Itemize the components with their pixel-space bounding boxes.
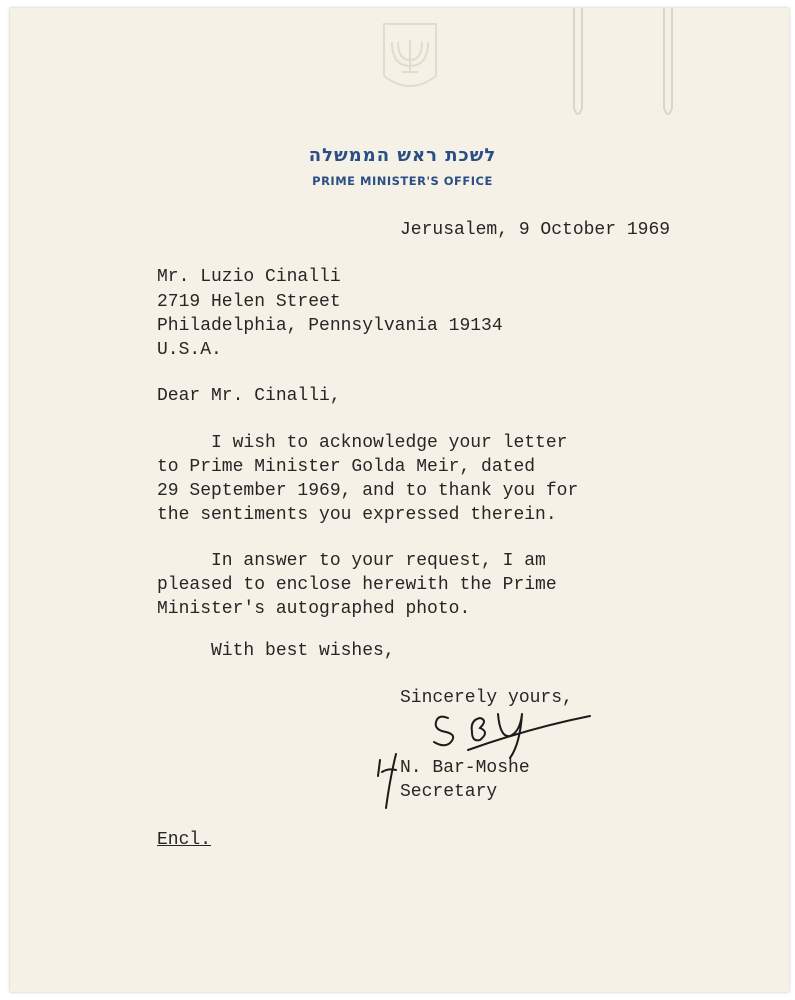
- recipient-name: Mr. Luzio Cinalli: [157, 267, 341, 287]
- letterhead-english: PRIME MINISTER'S OFFICE: [312, 174, 493, 188]
- menorah-emblem: [378, 20, 442, 98]
- paragraph-line: In answer to your request, I am: [157, 551, 546, 571]
- enclosure-note: Encl.: [157, 830, 212, 850]
- paragraph-line: 29 September 1969, and to thank you for: [157, 481, 579, 501]
- recipient-country: U.S.A.: [157, 340, 222, 360]
- paragraph-line: pleased to enclose herewith the Prime: [157, 575, 557, 595]
- best-wishes: With best wishes,: [157, 641, 395, 661]
- paragraph-line: I wish to acknowledge your letter: [157, 433, 568, 453]
- signatory-title: Secretary: [400, 782, 498, 802]
- date-line: Jerusalem, 9 October 1969: [400, 220, 671, 240]
- paragraph-line: to Prime Minister Golda Meir, dated: [157, 457, 536, 477]
- salutation: Dear Mr. Cinalli,: [157, 386, 341, 406]
- paragraph-line: the sentiments you expressed therein.: [157, 505, 557, 525]
- signatory-name: N. Bar-Moshe: [400, 758, 530, 778]
- paragraph-line: Minister's autographed photo.: [157, 599, 471, 619]
- recipient-street: 2719 Helen Street: [157, 292, 341, 312]
- letterhead-hebrew: לשכת ראש הממשלה: [308, 145, 497, 166]
- paper-clip-mark: [660, 8, 676, 128]
- paper-clip-mark: [570, 8, 586, 128]
- recipient-city: Philadelphia, Pennsylvania 19134: [157, 316, 503, 336]
- closing: Sincerely yours,: [400, 688, 573, 708]
